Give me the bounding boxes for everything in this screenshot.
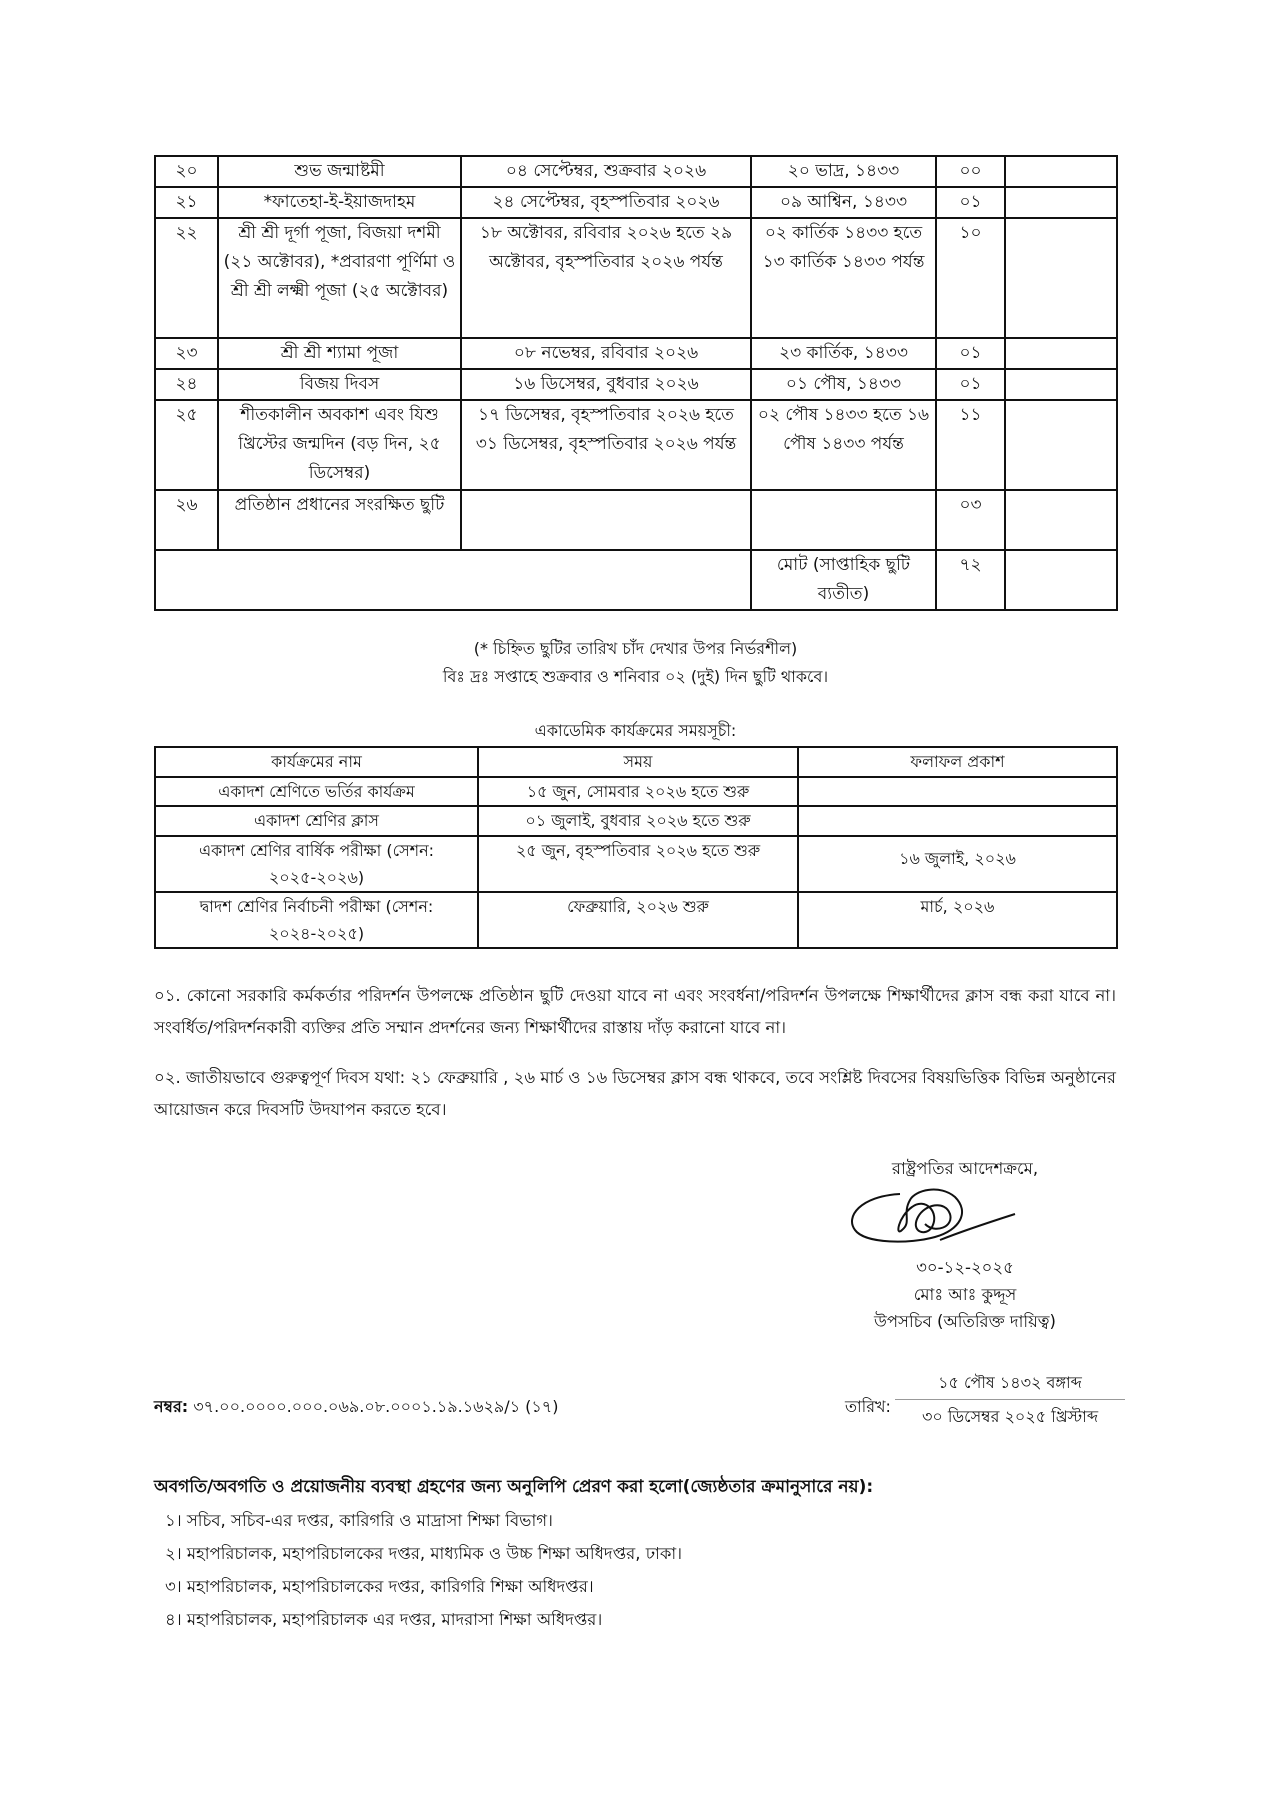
- date-cell: ১৮ অক্টোবর, রবিবার ২০২৬ হতে ২৯ অক্টোবর, বৃহস্পতিবার ২০২৬ পর্যন্ত: [461, 218, 751, 338]
- bangla-date-cell: [751, 490, 936, 550]
- academic-schedule-table: [154, 746, 1118, 949]
- date-cell: ১৭ ডিসেম্বর, বৃহস্পতিবার ২০২৬ হতে ৩১ ডিসেম্বর, বৃহস্পতিবার ২০২৬ পর্যন্ত: [461, 400, 751, 490]
- total-remarks-cell: [1005, 550, 1117, 610]
- moon-dependence-note: (* চিহ্নিত ছুটির তারিখ চাঁদ দেখার উপর নির্ভরশীল): [473, 639, 798, 658]
- days-cell: ১১: [936, 400, 1005, 490]
- header-result: ফলাফল প্রকাশ: [798, 747, 1117, 777]
- days-cell: ০৩: [936, 490, 1005, 550]
- memo-number-label: নম্বর:: [154, 1397, 189, 1416]
- result-cell: [798, 777, 1117, 806]
- total-row: [155, 550, 1117, 610]
- days-cell: ০১: [936, 369, 1005, 400]
- holiday-name-cell: প্রতিষ্ঠান প্রধানের সংরক্ষিত ছুটি: [218, 490, 461, 550]
- table-row: [155, 369, 1117, 400]
- time-cell: ০১ জুলাই, বুধবার ২০২৬ হতে শুরু: [478, 806, 798, 836]
- copy-recipient: ১। সচিব, সচিব-এর দপ্তর, কারিগরি ও মাদ্রাসা শিক্ষা বিভাগ।: [165, 1511, 553, 1530]
- table-row: [155, 156, 1117, 187]
- holiday-name-cell: শীতকালীন অবকাশ এবং যিশু খ্রিস্টের জন্মদিন (বড় দিন, ২৫ ডিসেম্বর): [218, 400, 461, 490]
- total-label-cell: মোট (সাপ্তাহিক ছুটি ব্যতীত): [751, 550, 936, 610]
- date-cell: ০৮ নভেম্বর, রবিবার ২০২৬: [461, 338, 751, 369]
- date-cell: ২৪ সেপ্টেম্বর, বৃহস্পতিবার ২০২৬: [461, 187, 751, 218]
- time-cell: ২৫ জুন, বৃহস্পতিবার ২০২৬ হতে শুরু: [478, 836, 798, 892]
- time-cell: ফেব্রুয়ারি, ২০২৬ শুরু: [478, 892, 798, 948]
- result-cell: ১৬ জুলাই, ২০২৬: [798, 836, 1117, 892]
- memo-date-label: তারিখ:: [845, 1397, 891, 1416]
- instruction-paragraph-1: ০১. কোনো সরকারি কর্মকর্তার পরিদর্শন উপলক্ষে প্রতিষ্ঠান ছুটি দেওয়া যাবে না এবং সংবর্ধনা/পরিদর্শন উপলক্ষে শিক্ষার্থীদের ক্লাস বন্ধ করা যাবে না। সংবর্ধিত/পরিদর্শনকারী ব্যক্তির প্রতি সম্মান প্রদর্শনের জন্য শিক্ষার্থীদের রাস্তায় দাঁড় করানো যাবে না।: [154, 986, 1116, 1037]
- remarks-cell: [1005, 338, 1117, 369]
- signatory-designation: উপসচিব (অতিরিক্ত দায়িত্ব): [874, 1312, 1056, 1331]
- table-row: [155, 777, 1117, 806]
- remarks-cell: [1005, 156, 1117, 187]
- bangla-date-cell: ০৯ আশ্বিন, ১৪৩৩: [751, 187, 936, 218]
- days-cell: ১০: [936, 218, 1005, 338]
- table-row: [155, 400, 1117, 490]
- bangla-date-cell: ০১ পৌষ, ১৪৩৩: [751, 369, 936, 400]
- serial-cell: ২৪: [155, 369, 218, 400]
- activity-name-cell: দ্বাদশ শ্রেণির নির্বাচনী পরীক্ষা (সেশন: ২০২৪-২০২৫): [155, 892, 478, 948]
- remarks-cell: [1005, 490, 1117, 550]
- holiday-name-cell: শুভ জন্মাষ্টমী: [218, 156, 461, 187]
- signatory-name: মোঃ আঃ কুদ্দূস: [913, 1285, 1017, 1304]
- activity-name-cell: একাদশ শ্রেণিতে ভর্তির কার্যক্রম: [155, 777, 478, 806]
- total-days-cell: ৭২: [936, 550, 1005, 610]
- total-empty-cell: [155, 550, 751, 610]
- instruction-paragraph-2: ০২. জাতীয়ভাবে গুরুত্বপূর্ণ দিবস যথা: ২১ ফেব্রুয়ারি , ২৬ মার্চ ও ১৬ ডিসেম্বর ক্লাস বন্ধ থাকবে, তবে সংশ্লিষ্ট দিবসের বিষয়ভিত্তিক বিভিন্ন অনুষ্ঠানের আয়োজন করে দিবসটি উদযাপন করতে হবে।: [154, 1068, 1116, 1119]
- remarks-cell: [1005, 400, 1117, 490]
- memo-date-english: ৩০ ডিসেম্বর ২০২৫ খ্রিস্টাব্দ: [921, 1407, 1099, 1426]
- order-line: রাষ্ট্রপতির আদেশক্রমে,: [891, 1159, 1039, 1178]
- date-cell: ১৬ ডিসেম্বর, বুধবার ২০২৬: [461, 369, 751, 400]
- bangla-date-cell: ০২ পৌষ ১৪৩৩ হতে ১৬ পৌষ ১৪৩৩ পর্যন্ত: [751, 400, 936, 490]
- date-cell: [461, 490, 751, 550]
- days-cell: ০১: [936, 187, 1005, 218]
- holiday-table: [154, 155, 1118, 611]
- header-activity-name: কার্যক্রমের নাম: [155, 747, 478, 777]
- serial-cell: ২৫: [155, 400, 218, 490]
- remarks-cell: [1005, 369, 1117, 400]
- holiday-name-cell: *ফাতেহা-ই-ইয়াজদাহম: [218, 187, 461, 218]
- memo-number: [154, 1394, 558, 1421]
- table-row: [155, 836, 1117, 892]
- days-cell: ০১: [936, 338, 1005, 369]
- holiday-name-cell: শ্রী শ্রী শ্যামা পূজা: [218, 338, 461, 369]
- activity-name-cell: একাদশ শ্রেণির ক্লাস: [155, 806, 478, 836]
- serial-cell: ২০: [155, 156, 218, 187]
- bangla-date-cell: ২৩ কার্তিক, ১৪৩৩: [751, 338, 936, 369]
- copy-recipient: ৩। মহাপরিচালক, মহাপরিচালকের দপ্তর, কারিগরি শিক্ষা অধিদপ্তর।: [165, 1577, 594, 1596]
- result-cell: [798, 806, 1117, 836]
- days-cell: ০০: [936, 156, 1005, 187]
- table-row: [155, 338, 1117, 369]
- table-row: [155, 187, 1117, 218]
- memo-date-bangla: ১৫ পৌষ ১৪৩২ বঙ্গাব্দ: [895, 1370, 1125, 1400]
- bangla-date-cell: ২০ ভাদ্র, ১৪৩৩: [751, 156, 936, 187]
- bangla-date-cell: ০২ কার্তিক ১৪৩৩ হতে ১৩ কার্তিক ১৪৩৩ পর্যন্ত: [751, 218, 936, 338]
- table-row: [155, 892, 1117, 948]
- remarks-cell: [1005, 187, 1117, 218]
- result-cell: মার্চ, ২০২৬: [798, 892, 1117, 948]
- academic-schedule-title: একাডেমিক কার্যক্রমের সময়সূচী:: [534, 721, 737, 740]
- header-time: সময়: [478, 747, 798, 777]
- holiday-name-cell: বিজয় দিবস: [218, 369, 461, 400]
- holiday-name-cell: শ্রী শ্রী দূর্গা পূজা, বিজয়া দশমী (২১ অক্টোবর), *প্রবারণা পূর্ণিমা ও শ্রী শ্রী লক্ষ্মী পূজা (২৫ অক্টোবর): [218, 218, 461, 338]
- serial-cell: ২২: [155, 218, 218, 338]
- serial-cell: ২৬: [155, 490, 218, 550]
- signature-date: ৩০-১২-২০২৫: [916, 1258, 1014, 1277]
- table-row: [155, 218, 1117, 338]
- activity-name-cell: একাদশ শ্রেণির বার্ষিক পরীক্ষা (সেশন: ২০২৫-২০২৬): [155, 836, 478, 892]
- serial-cell: ২৩: [155, 338, 218, 369]
- serial-cell: ২১: [155, 187, 218, 218]
- memo-number-value: ৩৭.০০.০০০০.০০০.০৬৯.০৮.০০০১.১৯.১৬২৯/১ (১৭): [193, 1397, 559, 1416]
- time-cell: ১৫ জুন, সোমবার ২০২৬ হতে শুরু: [478, 777, 798, 806]
- remarks-cell: [1005, 218, 1117, 338]
- signature-icon: [840, 1182, 1020, 1262]
- weekly-holiday-note: বিঃ দ্রঃ সপ্তাহে শুক্রবার ও শনিবার ০২ (দুই) দিন ছুটি থাকবে।: [442, 667, 829, 686]
- date-cell: ০৪ সেপ্টেম্বর, শুক্রবার ২০২৬: [461, 156, 751, 187]
- copy-distribution-heading: অবগতি/অবগতি ও প্রয়োজনীয় ব্যবস্থা গ্রহণের জন্য অনুলিপি প্রেরণ করা হলো(জ্যেষ্ঠতার ক্রমানুসারে নয়):: [154, 1477, 874, 1497]
- copy-recipient: ২। মহাপরিচালক, মহাপরিচালকের দপ্তর, মাধ্যমিক ও উচ্চ শিক্ষা অধিদপ্তর, ঢাকা।: [165, 1544, 683, 1563]
- table-row: [155, 806, 1117, 836]
- table-row: [155, 490, 1117, 550]
- copy-recipient: ৪। মহাপরিচালক, মহাপরিচালক এর দপ্তর, মাদরাসা শিক্ষা অধিদপ্তর।: [165, 1610, 603, 1629]
- table-header-row: [155, 747, 1117, 777]
